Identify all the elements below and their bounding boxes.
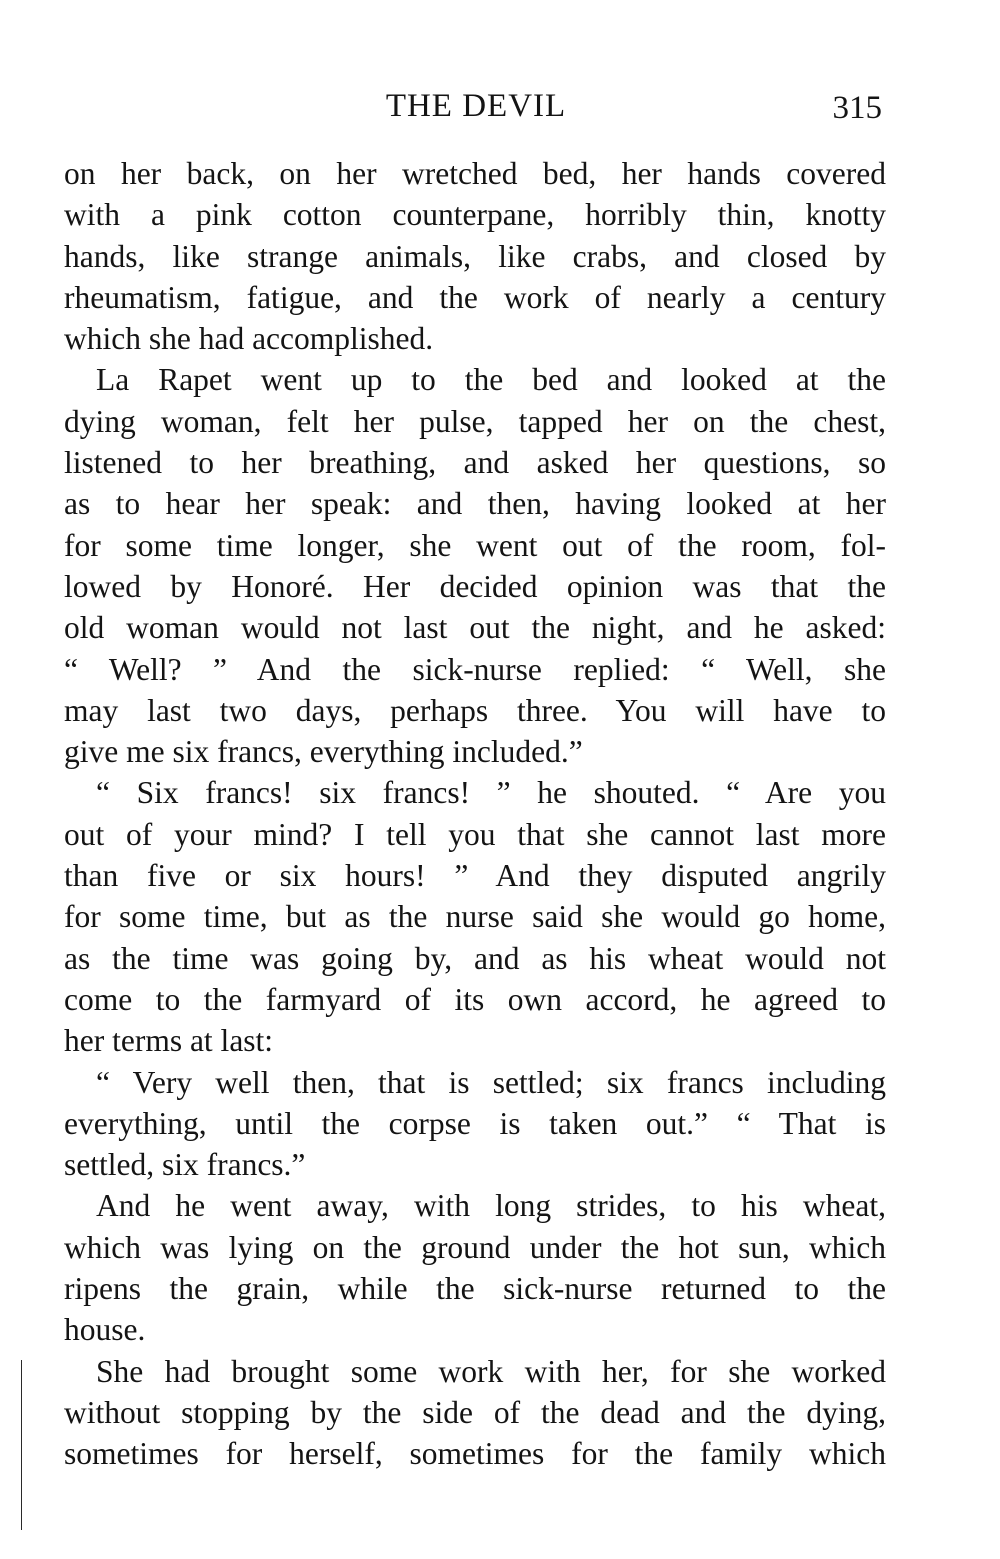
text-line: rheumatism, fatigue, and the work of nearly a century	[64, 279, 886, 315]
text-line: come to the farmyard of its own accord, he agreed to	[64, 981, 886, 1017]
text-line: “ Six francs! six francs! ” he shouted. “ Are you	[96, 775, 886, 811]
text-line: which she had accomplished.	[64, 321, 434, 357]
text-line: “ Very well then, that is settled; six francs including	[96, 1064, 886, 1100]
margin-rule	[21, 1360, 22, 1530]
text-line: And he went away, with long strides, to his wheat,	[96, 1188, 886, 1224]
text-line: on her back, on her wretched bed, her hands covered	[64, 156, 886, 191]
running-title: THE DEVIL	[385, 88, 567, 124]
text-line: She had brought some work with her, for she worked	[96, 1353, 886, 1389]
text-line: as to hear her speak: and then, having looked at her	[64, 486, 886, 522]
text-line: “ Well? ” And the sick-nurse replied: “ Well, she	[64, 651, 886, 687]
text-line: hands, like strange animals, like crabs, and closed by	[64, 238, 886, 274]
text-line: La Rapet went up to the bed and looked at the	[96, 362, 886, 398]
text-line: ripens the grain, while the sick-nurse returned to the	[64, 1271, 886, 1307]
text-line: settled, six francs.”	[64, 1147, 306, 1183]
text-line: without stopping by the side of the dead and the dying,	[64, 1394, 886, 1430]
text-line: than five or six hours! ” And they disputed angrily	[64, 858, 886, 894]
text-line: for some time longer, she went out of the room, fol-	[64, 527, 886, 563]
text-line: house.	[64, 1312, 146, 1348]
text-line: lowed by Honoré. Her decided opinion was that the	[64, 568, 886, 604]
text-line: sometimes for herself, sometimes for the family which	[64, 1436, 886, 1472]
text-line: may last two days, perhaps three. You will have to	[64, 692, 886, 728]
text-line: as the time was going by, and as his wheat would not	[64, 940, 886, 976]
text-line: her terms at last:	[64, 1023, 274, 1059]
text-line: old woman would not last out the night, and he asked:	[64, 610, 886, 646]
body-text	[64, 153, 886, 1475]
text-line: out of your mind? I tell you that she cannot last more	[64, 816, 886, 852]
text-line: for some time, but as the nurse said she would go home,	[64, 899, 886, 935]
text-line: give me six francs, everything included.”	[64, 734, 583, 770]
text-line: which was lying on the ground under the hot sun, which	[64, 1229, 886, 1265]
text-line: dying woman, felt her pulse, tapped her on the chest,	[64, 403, 886, 439]
running-head	[64, 84, 888, 128]
page-number: 315	[832, 90, 882, 126]
text-line: listened to her breathing, and asked her questions, so	[64, 445, 886, 481]
text-line: with a pink cotton counterpane, horribly thin, knotty	[64, 197, 886, 233]
text-line: everything, until the corpse is taken out.” “ That is	[64, 1105, 886, 1141]
